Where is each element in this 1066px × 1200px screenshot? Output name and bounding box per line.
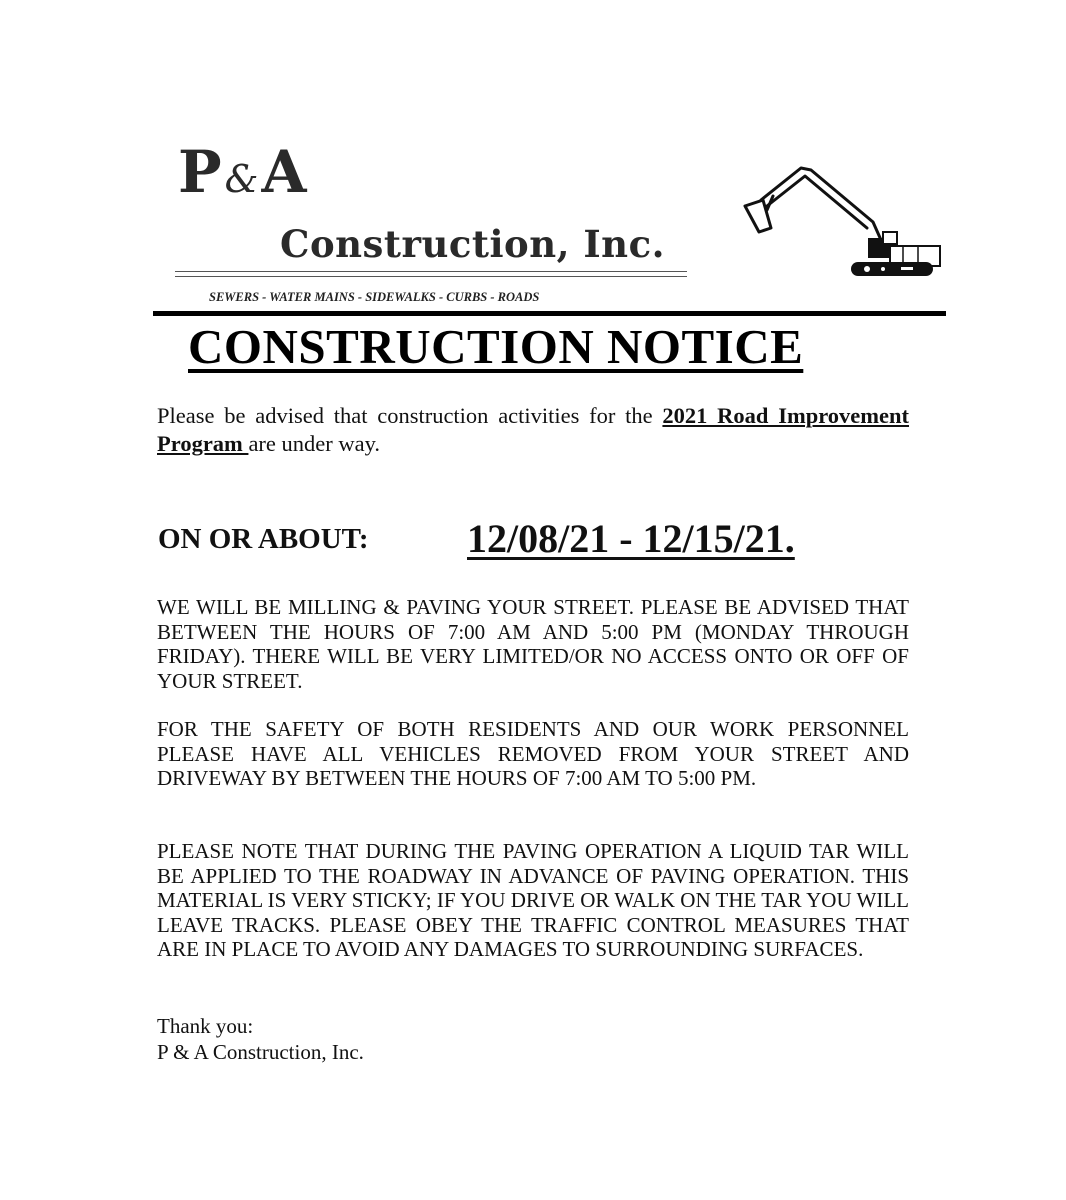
intro-text-end: are under way. [248, 431, 381, 456]
letterhead-double-rule [175, 271, 687, 277]
intro-paragraph [157, 402, 909, 458]
excavator-icon [733, 150, 955, 280]
intro-text: Please be advised that construction activities for the [157, 403, 663, 428]
schedule-dates: 12/08/21 - 12/15/21. [467, 516, 795, 561]
program-name: 2021 Road Improvement Program [157, 403, 910, 456]
closing-block [157, 1013, 364, 1065]
schedule-label: ON OR ABOUT: [158, 523, 369, 555]
logo-ampersand: & [224, 157, 260, 201]
notice-paragraph-vehicles: FOR THE SAFETY OF BOTH RESIDENTS AND OUR WORK PERSONNEL PLEASE HAVE ALL VEHICLES REMOVED FROM YOUR STREET AND DRIVEWAY BY BETWEEN THE HOURS OF 7:00 AM TO 5:00 PM. [157, 717, 909, 790]
company-name: Construction, Inc. [280, 222, 665, 266]
logo-letter-p: P [178, 138, 223, 206]
header-divider [153, 311, 946, 316]
logo-letter-a: A [261, 138, 308, 206]
closing-thanks: Thank you: [157, 1014, 254, 1038]
closing-signature: P & A Construction, Inc. [157, 1040, 364, 1064]
notice-paragraph-access: WE WILL BE MILLING & PAVING YOUR STREET. PLEASE BE ADVISED THAT BETWEEN THE HOURS OF 7:00 AM AND 5:00 PM (MONDAY THROUGH FRIDAY). THERE WILL BE VERY LIMITED/OR NO ACCESS ONTO OR OFF OF YOUR STREET. [157, 595, 909, 693]
notice-paragraph-tar: PLEASE NOTE THAT DURING THE PAVING OPERATION A LIQUID TAR WILL BE APPLIED TO THE ROADWAY IN ADVANCE OF PAVING OPERATION. THIS MATERIAL IS VERY STICKY; IF YOU DRIVE OR WALK ON THE TAR YOU WILL LEAVE TRACKS. PLEASE OBEY THE TRAFFIC CONTROL MEASURES THAT ARE IN PLACE TO AVOID ANY DAMAGES TO SURROUNDING SURFACES. [157, 839, 909, 961]
page-title: CONSTRUCTION NOTICE [188, 319, 804, 374]
company-tagline: SEWERS - WATER MAINS - SIDEWALKS - CURBS - ROADS [209, 290, 540, 304]
company-logo-initials [178, 138, 307, 206]
